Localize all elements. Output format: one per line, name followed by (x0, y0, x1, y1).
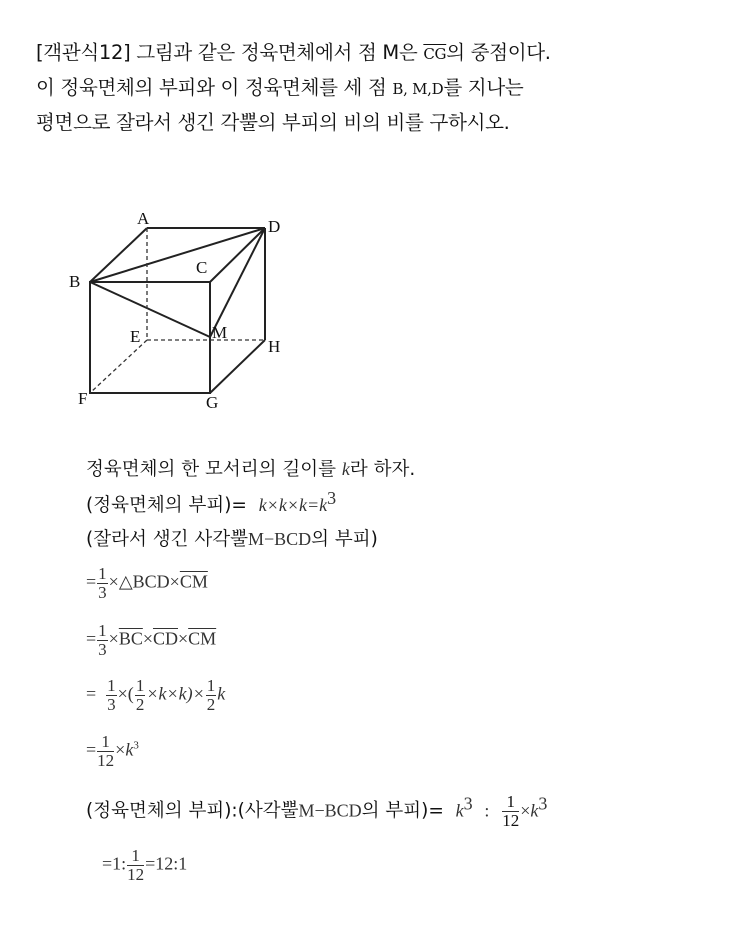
text: 의 부피)= (361, 800, 444, 822)
colon: : (484, 800, 490, 821)
times: × (520, 800, 531, 821)
label-e: E (130, 327, 141, 346)
solution-line-2 (86, 488, 336, 517)
exponent: 3 (538, 793, 548, 814)
label-m: M (212, 323, 228, 342)
text: 평면으로 잘라서 생긴 각뿔의 부피의 비의 비를 구하시오. (36, 111, 510, 134)
den: 2 (206, 695, 216, 714)
var-k: k (217, 683, 226, 704)
eq: = (86, 683, 97, 704)
solution-line-5 (86, 622, 216, 659)
times: × (142, 628, 153, 649)
label-g: G (206, 393, 219, 412)
times: × (115, 739, 126, 760)
label-a: A (137, 209, 150, 228)
solution-line-3 (86, 525, 378, 551)
math: M−BCD (298, 800, 362, 821)
solution-line-1 (86, 455, 415, 481)
times: × (108, 628, 119, 649)
var-k: k (341, 459, 350, 479)
exponent: 3 (133, 739, 139, 752)
den: 12 (97, 751, 115, 770)
den: 12 (127, 865, 145, 884)
num: 1 (206, 676, 216, 695)
eq: = (86, 571, 97, 592)
den: 3 (98, 583, 107, 602)
segment-cg: $\overline{CG}$ (423, 45, 447, 63)
text: 의 부피) (311, 529, 378, 550)
cube-figure (40, 190, 300, 420)
exponent: 3 (327, 488, 337, 508)
math: =1: (102, 853, 127, 874)
times: × (178, 628, 189, 649)
fraction (206, 677, 217, 714)
den: 12 (502, 811, 520, 830)
times: × (169, 571, 180, 592)
exponent: 3 (463, 793, 473, 814)
num: 1 (98, 621, 107, 640)
fraction (502, 793, 519, 830)
cube-solid-edges (90, 228, 265, 393)
text: [객관식12] 그림과 같은 정육면체에서 점 M은 (36, 41, 424, 64)
text: (정육면체의 부피)= (86, 495, 247, 517)
label-h: H (268, 337, 281, 356)
solution-line-7 (86, 733, 139, 770)
segment: $\overline{CD}$ (152, 628, 178, 649)
math: △BCD (118, 571, 170, 592)
label-f: F (78, 389, 88, 408)
points: B, M,D (392, 80, 444, 98)
num: 1 (97, 733, 114, 752)
num: 1 (107, 676, 116, 695)
label-b: B (69, 272, 81, 291)
times: × (108, 571, 119, 592)
fraction (97, 565, 108, 602)
eq: = (86, 739, 97, 760)
eq: = (86, 628, 97, 649)
solution-line-6 (86, 677, 225, 714)
label-c: C (196, 258, 208, 277)
math: ×( (117, 683, 134, 704)
fraction (97, 733, 114, 770)
segment: $\overline{BC}$ (118, 628, 143, 649)
math: M−BCD (247, 529, 312, 549)
fraction (106, 677, 117, 714)
math: k×k×k=k (258, 495, 328, 516)
var-k: k (455, 800, 464, 821)
num: 1 (502, 793, 519, 812)
fraction (135, 677, 146, 714)
den: 2 (135, 695, 145, 714)
text: 라 하자. (349, 459, 416, 480)
text: 의 중점이다. (446, 41, 551, 64)
den: 3 (107, 695, 116, 714)
fraction (97, 622, 108, 659)
segment: $\overline{CM}$ (179, 571, 208, 592)
num: 1 (135, 676, 145, 695)
math: ×k×k)× (146, 683, 205, 704)
math: =12:1 (145, 853, 188, 874)
num: 1 (127, 847, 144, 866)
var-k: k (125, 739, 134, 760)
text: 정육면체의 한 모서리의 길이를 (86, 459, 342, 480)
text: 이 정육면체의 부피와 이 정육면체를 세 점 (36, 76, 393, 99)
question-text (36, 36, 551, 140)
label-d: D (268, 217, 281, 236)
den: 3 (98, 640, 107, 659)
var-k: k (530, 800, 539, 821)
solution-line-8 (86, 793, 547, 830)
text: (정육면체의 부피):(사각뿔 (86, 800, 299, 822)
solution-line-4 (86, 565, 208, 602)
num: 1 (98, 564, 107, 583)
text: (잘라서 생긴 사각뿔 (86, 529, 248, 550)
text: 를 지나는 (443, 76, 524, 99)
segment: $\overline{CM}$ (188, 628, 217, 649)
fraction (127, 847, 144, 884)
solution-line-9 (102, 847, 187, 884)
